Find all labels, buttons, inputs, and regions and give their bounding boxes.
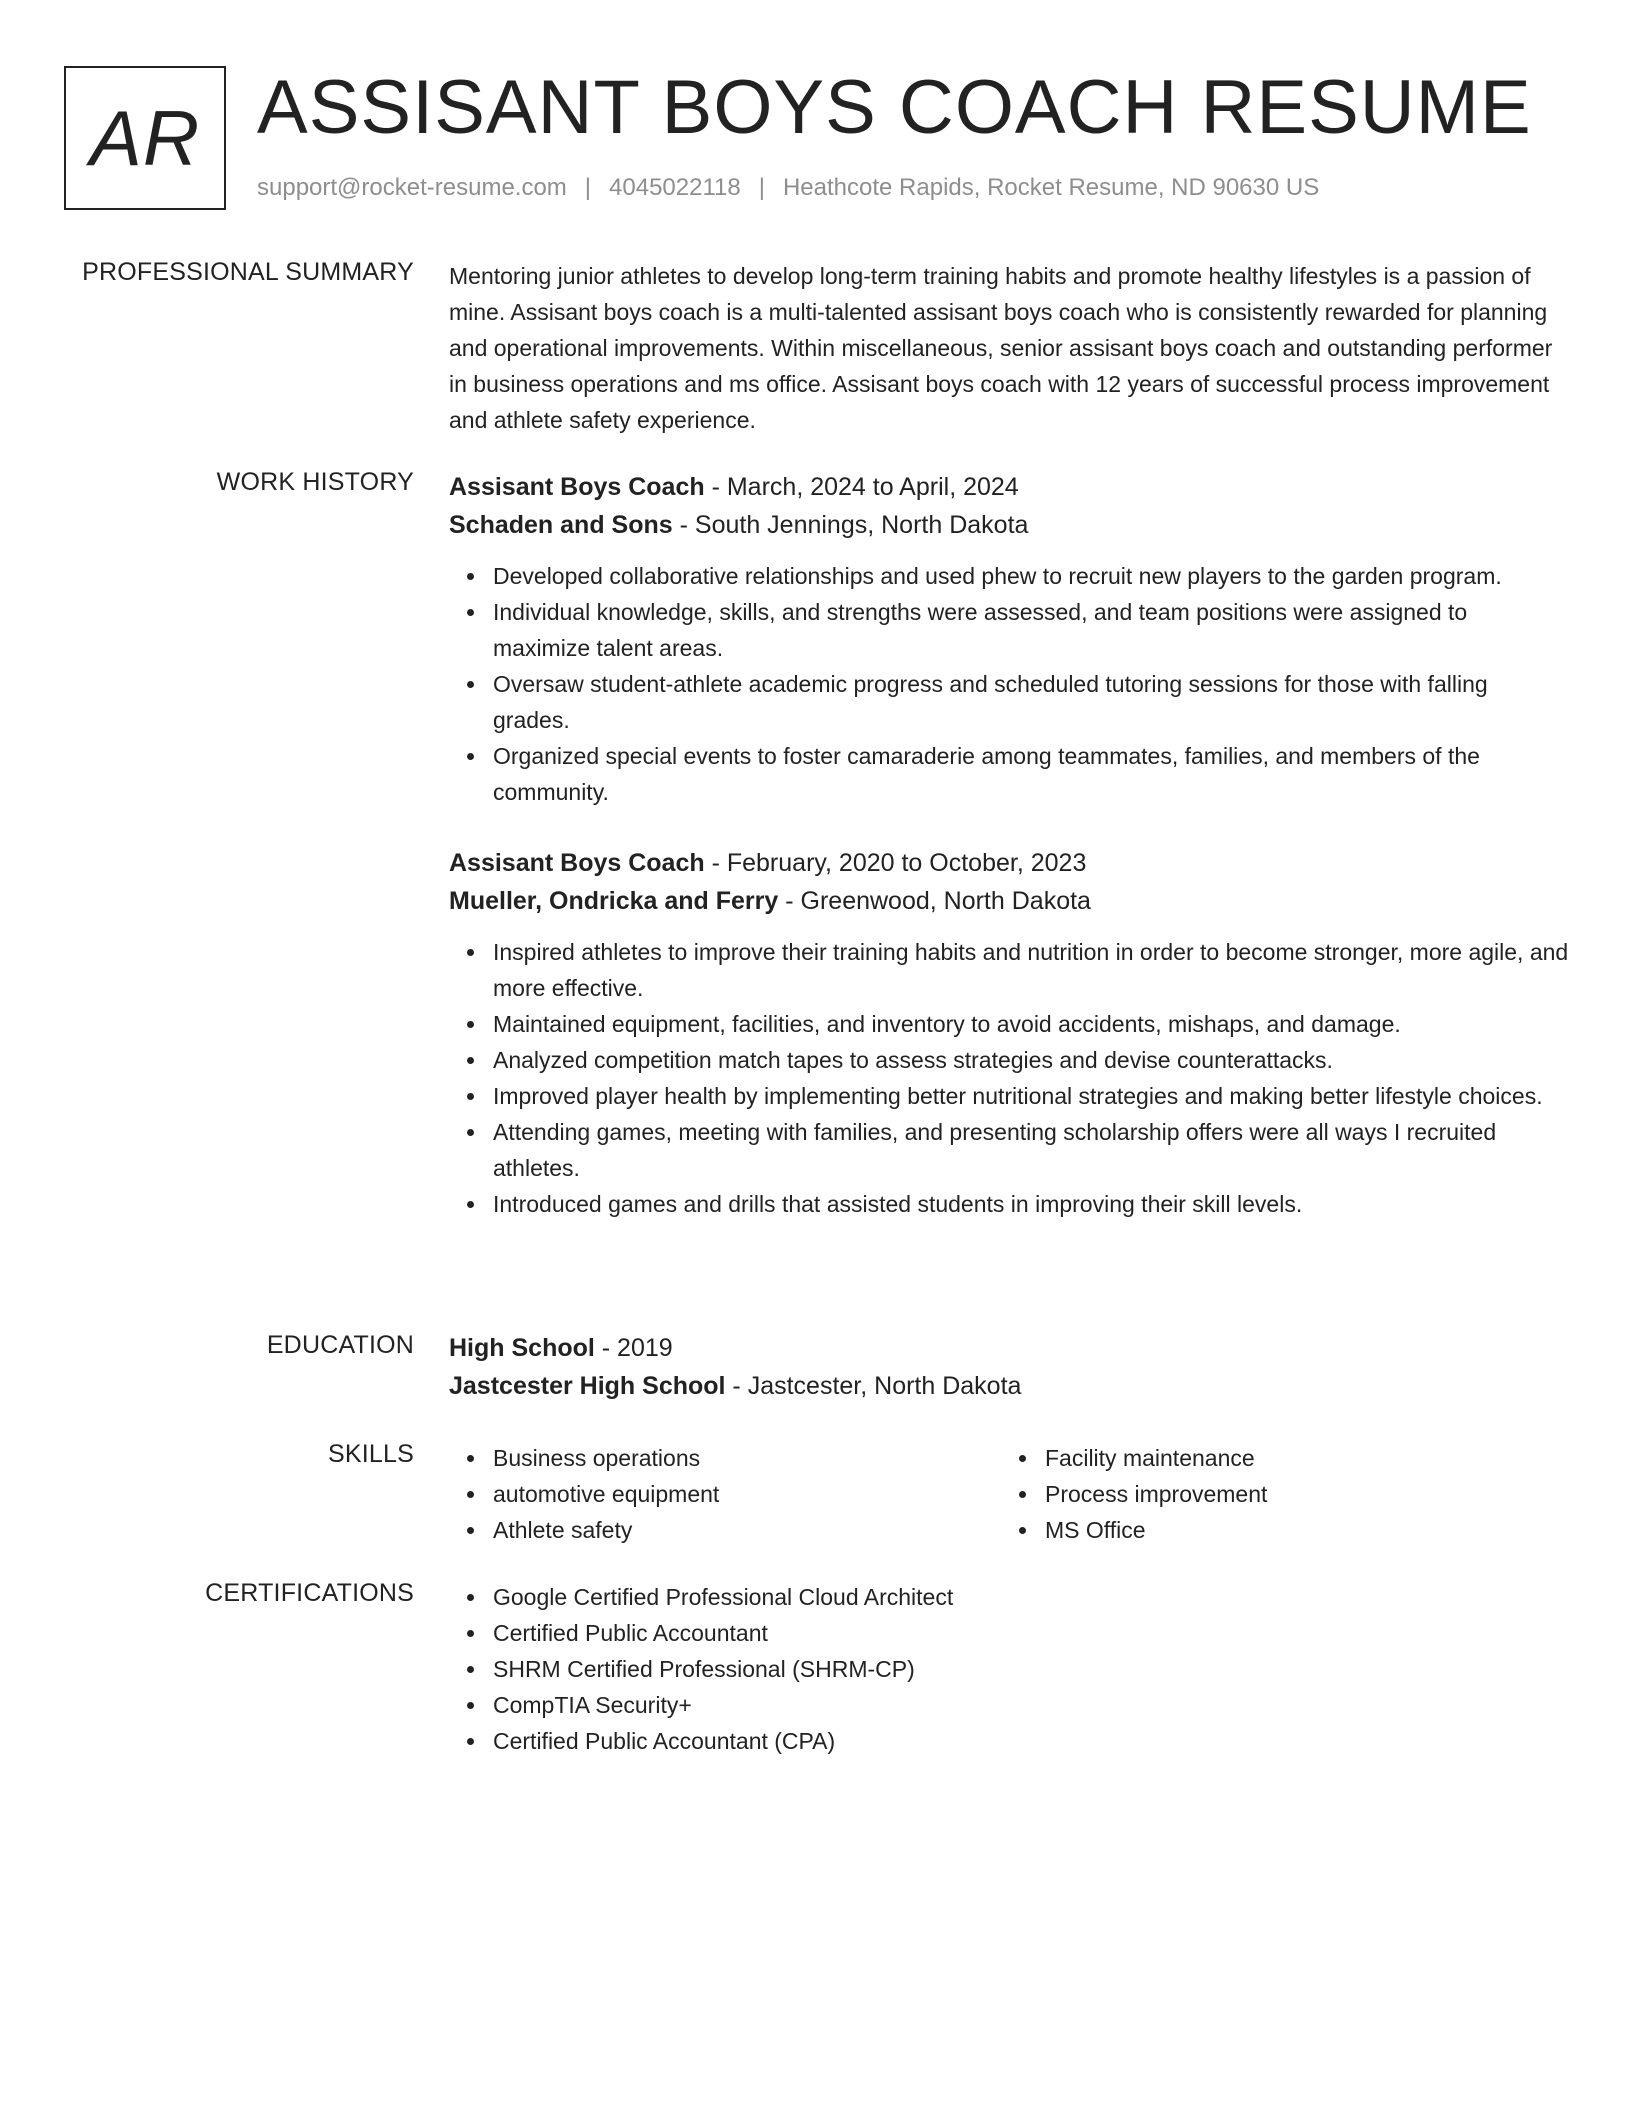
list-item: Introduced games and drills that assisted students in improving their skill levels. — [449, 1186, 1569, 1222]
list-item: automotive equipment — [449, 1476, 1001, 1512]
section-title-certifications: CERTIFICATIONS — [205, 1579, 414, 1607]
contact-separator: | — [584, 174, 592, 201]
contact-email[interactable]: support@rocket-resume.com — [257, 174, 567, 201]
job-company-line — [449, 882, 1569, 920]
list-item: Certified Public Accountant (CPA) — [449, 1723, 1569, 1759]
list-item: SHRM Certified Professional (SHRM-CP) — [449, 1651, 1569, 1687]
initials-text: AR — [89, 93, 201, 182]
job-entry — [449, 468, 1569, 810]
skills-column-left — [449, 1440, 1001, 1548]
work-history-body — [449, 468, 1569, 1222]
contact-phone[interactable]: 4045022118 — [609, 174, 741, 201]
education-degree-line — [449, 1329, 1569, 1367]
resume-header — [64, 66, 1568, 212]
list-item: Certified Public Accountant — [449, 1615, 1569, 1651]
list-item: MS Office — [1001, 1512, 1553, 1548]
skills-body — [449, 1440, 1569, 1548]
resume-title: ASSISANT BOYS COACH RESUME — [257, 65, 1532, 150]
list-item: Improved player health by implementing better nutritional strategies and making better lifestyle choices. — [449, 1078, 1569, 1114]
list-item: Business operations — [449, 1440, 1001, 1476]
contact-separator: | — [758, 174, 765, 201]
education-degree: High School — [449, 1334, 595, 1362]
contact-address: Heathcote Rapids, Rocket Resume, ND 90630 US — [782, 174, 1320, 201]
section-title-summary: PROFESSIONAL SUMMARY — [82, 258, 414, 286]
summary-text: Mentoring junior athletes to develop long-term training habits and promote healthy lifestyles is a passion of mine. Assisant boys coach is a multi-talented assisant boys coach who is consistently rewarded for planning and operational improvements. Within miscellaneous, senior assisant boys coach and outstanding performer in business operations and ms office. Assisant boys coach with 12 years of successful process improvement and athlete safety experience. — [449, 263, 1553, 433]
list-item: Attending games, meeting with families, and presenting scholarship offers were all ways I recruited athletes. — [449, 1114, 1569, 1186]
job-company-line — [449, 506, 1569, 544]
job-bullets — [449, 558, 1569, 810]
section-title-work: WORK HISTORY — [216, 468, 414, 496]
job-dates: - March, 2024 to April, 2024 — [704, 473, 1019, 501]
education-school-line — [449, 1367, 1569, 1405]
contact-line — [257, 174, 1319, 202]
list-item: Oversaw student-athlete academic progress and scheduled tutoring sessions for those with falling grades. — [449, 666, 1569, 738]
job-location: - Greenwood, North Dakota — [778, 887, 1091, 915]
job-entry — [449, 844, 1569, 1222]
education-school: Jastcester High School — [449, 1372, 726, 1400]
section-title-education: EDUCATION — [266, 1331, 414, 1359]
education-body — [449, 1329, 1569, 1405]
section-title-skills: SKILLS — [328, 1440, 414, 1468]
list-item: Maintained equipment, facilities, and inventory to avoid accidents, mishaps, and damage. — [449, 1006, 1569, 1042]
list-item: Facility maintenance — [1001, 1440, 1553, 1476]
list-item: CompTIA Security+ — [449, 1687, 1569, 1723]
education-location: - Jastcester, North Dakota — [725, 1372, 1022, 1400]
list-item: Athlete safety — [449, 1512, 1001, 1548]
list-item: Analyzed competition match tapes to assess strategies and devise counterattacks. — [449, 1042, 1569, 1078]
job-bullets — [449, 934, 1569, 1222]
skills-grid — [449, 1440, 1569, 1548]
job-company: Mueller, Ondricka and Ferry — [449, 887, 779, 915]
certifications-body — [449, 1579, 1569, 1759]
job-company: Schaden and Sons — [449, 511, 673, 539]
list-item: Inspired athletes to improve their training habits and nutrition in order to become stronger, more agile, and more effective. — [449, 934, 1569, 1006]
list-item: Individual knowledge, skills, and strengths were assessed, and team positions were assigned to maximize talent areas. — [449, 594, 1569, 666]
list-item: Process improvement — [1001, 1476, 1553, 1512]
initials-monogram — [64, 66, 226, 210]
job-role-line — [449, 844, 1569, 882]
job-dates: - February, 2020 to October, 2023 — [704, 849, 1087, 877]
list-item: Organized special events to foster camaraderie among teammates, families, and members of the community. — [449, 738, 1569, 810]
skills-column-right — [1001, 1440, 1553, 1548]
job-location: - South Jennings, North Dakota — [672, 511, 1029, 539]
education-year: - 2019 — [594, 1334, 673, 1362]
job-role: Assisant Boys Coach — [449, 849, 705, 877]
job-role-line — [449, 468, 1569, 506]
job-role: Assisant Boys Coach — [449, 473, 705, 501]
list-item: Google Certified Professional Cloud Architect — [449, 1579, 1569, 1615]
list-item: Developed collaborative relationships and used phew to recruit new players to the garden program. — [449, 558, 1569, 594]
certifications-list — [449, 1579, 1569, 1759]
